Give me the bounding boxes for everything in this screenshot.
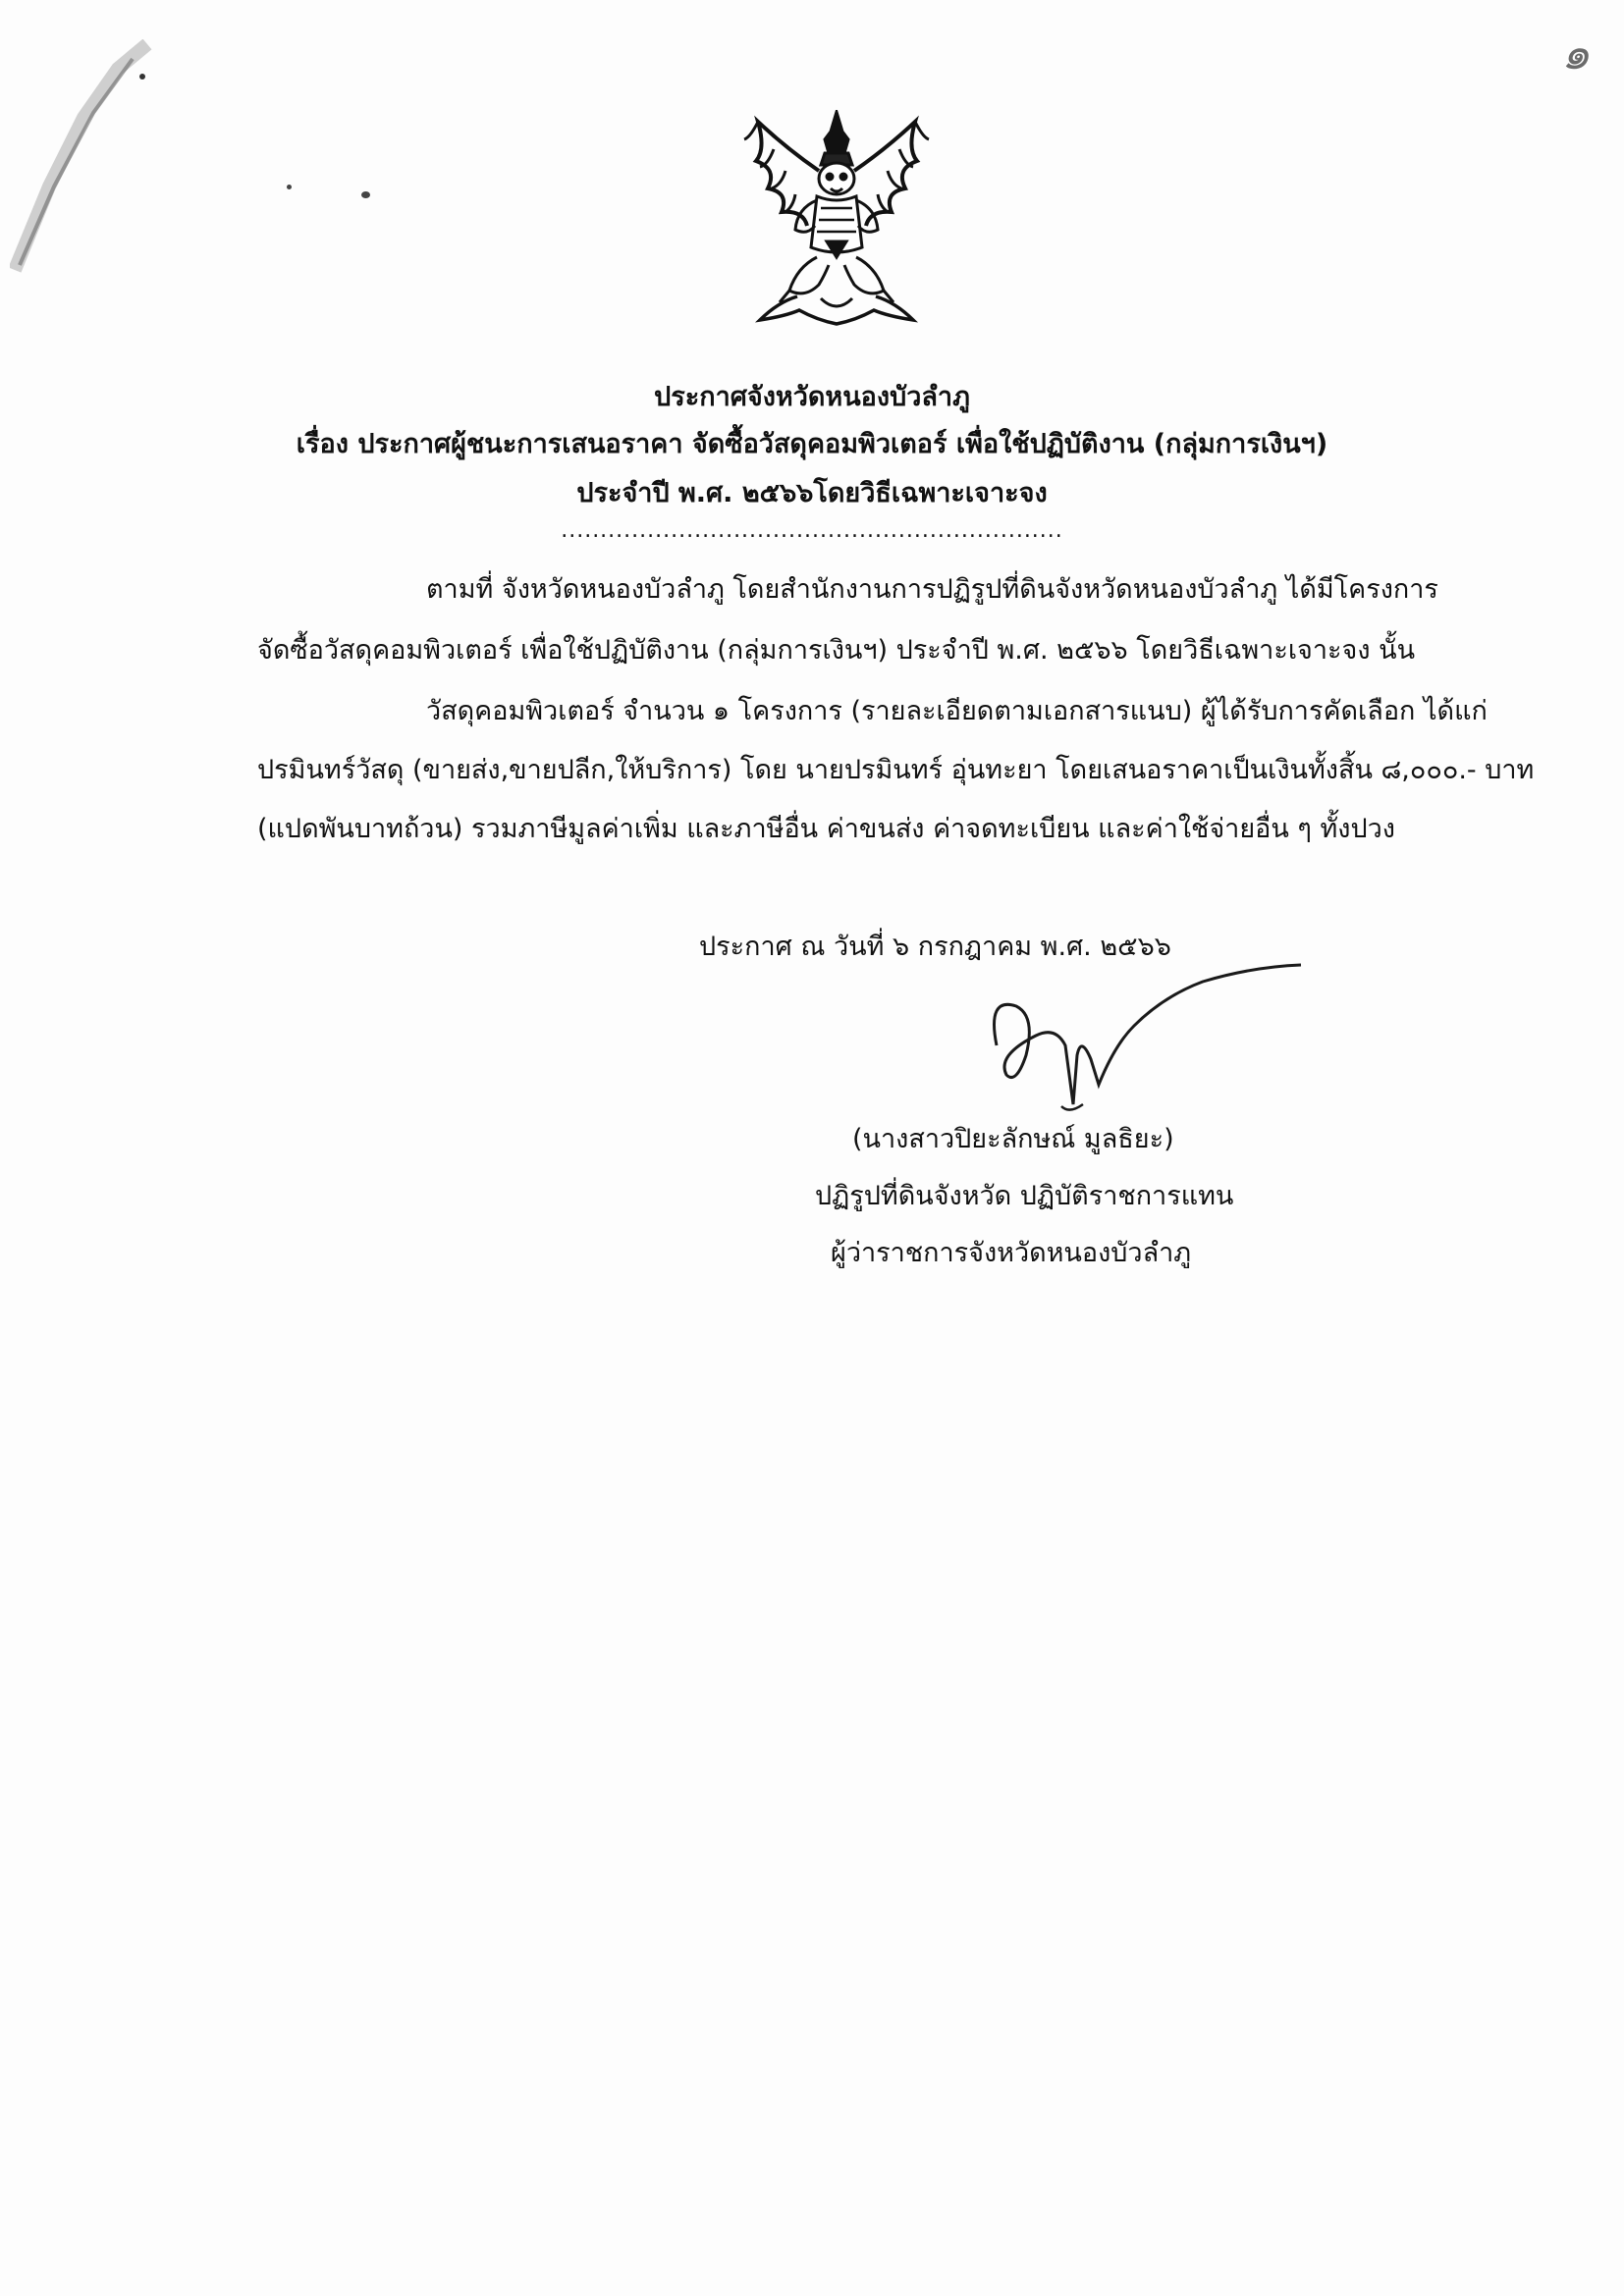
- scan-smudge-mark: [10, 39, 167, 275]
- announcement-title: ประกาศจังหวัดหนองบัวลำภู: [654, 382, 970, 412]
- paragraph1-line1: ตามที่ จังหวัดหนองบัวลำภู โดยสำนักงานการปฏิรูปที่ดินจังหวัดหนองบัวลำภู ได้มีโครงการ: [426, 574, 1438, 605]
- paragraph2-line2: ปรมินทร์วัสดุ (ขายส่ง,ขายปลีก,ให้บริการ) โดย นายปรมินทร์ อุ่นทะยา โดยเสนอราคาเป็นเงินทั้งสิ้น ๘,๐๐๐.- บาท: [257, 755, 1535, 785]
- paragraph2-line3: (แปดพันบาทถ้วน) รวมภาษีมูลค่าเพิ่ม และภาษีอื่น ค่าขนส่ง ค่าจดทะเบียน และค่าใช้จ่ายอื่น ๆ ทั้งปวง: [257, 814, 1395, 844]
- signer-authority: ผู้ว่าราชการจังหวัดหนองบัวลำภู: [831, 1238, 1192, 1268]
- signer-name: (นางสาวปิยะลักษณ์ มูลธิยะ): [852, 1124, 1174, 1154]
- announcement-year-method: ประจำปี พ.ศ. ๒๕๖๖โดยวิธีเฉพาะเจาะจง: [576, 478, 1048, 508]
- announcement-date: ประกาศ ณ วันที่ ๖ กรกฎาคม พ.ศ. ๒๕๖๖: [699, 932, 1171, 962]
- paragraph1-line2: จัดซื้อวัสดุคอมพิวเตอร์ เพื่อใช้ปฏิบัติงาน (กลุ่มการเงินฯ) ประจำปี พ.ศ. ๒๕๖๖ โดยวิธีเฉพาะเจาะจง นั้น: [257, 635, 1416, 666]
- garuda-emblem: [738, 110, 935, 328]
- heading-separator: ................................................................: [561, 518, 1063, 543]
- signature: [967, 957, 1321, 1124]
- scan-speck: [361, 191, 370, 198]
- signer-title: ปฏิรูปที่ดินจังหวัด ปฏิบัติราชการแทน: [815, 1181, 1234, 1211]
- paragraph2-line1: วัสดุคอมพิวเตอร์ จำนวน ๑ โครงการ (รายละเอียดตามเอกสารแนบ) ผู้ได้รับการคัดเลือก ได้แก่: [426, 696, 1488, 726]
- announcement-subject: เรื่อง ประกาศผู้ชนะการเสนอราคา จัดซื้อวัสดุคอมพิวเตอร์ เพื่อใช้ปฏิบัติงาน (กลุ่มการเงินฯ): [296, 429, 1328, 459]
- page-number: ๑: [1561, 27, 1591, 80]
- scan-speck: [287, 185, 292, 189]
